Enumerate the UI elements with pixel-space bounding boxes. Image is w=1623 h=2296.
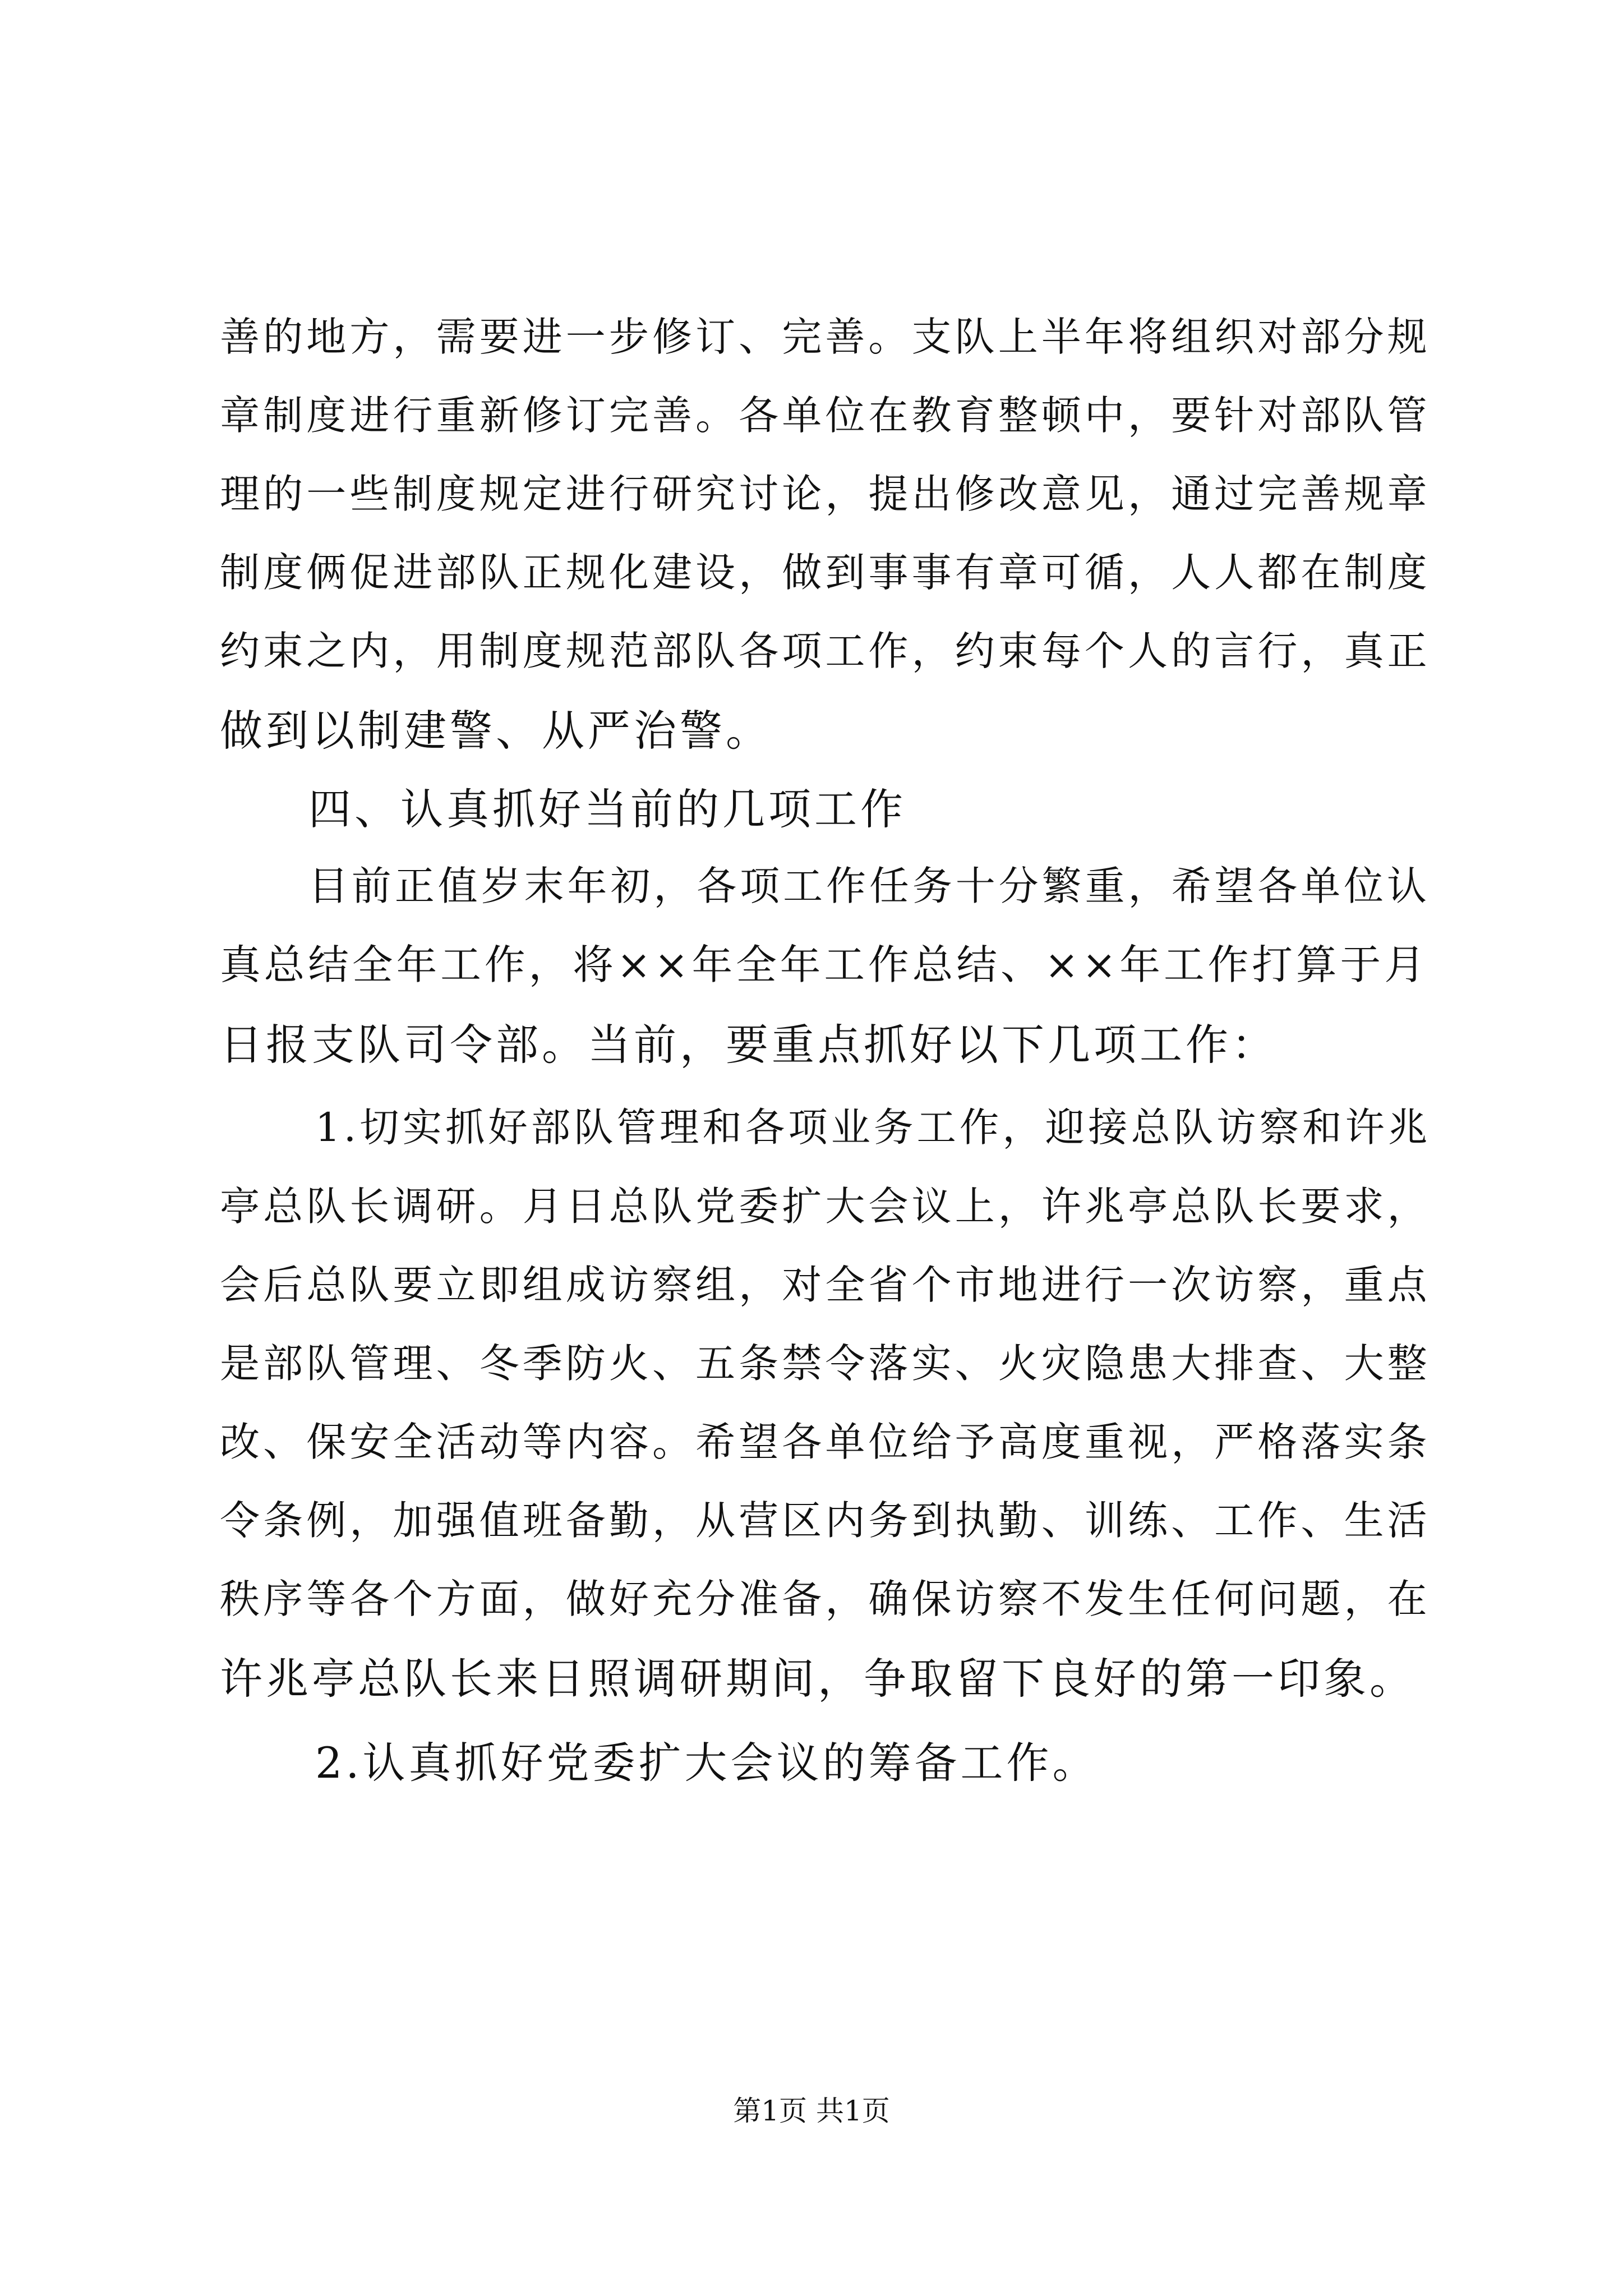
section-heading: 四、认真抓好当前的几项工作 <box>308 784 906 834</box>
page-footer: 第1页 共1页 <box>733 2095 890 2127</box>
paragraph-line-10: 日报支队司令部。当前，要重点抓好以下几项工作： <box>220 1020 1278 1070</box>
paragraph-line-4: 制度俩促进部队正规化建设，做到事事有章可循，人人都在制度 <box>220 549 1431 596</box>
paragraph-line-9: 真总结全年工作，将××年全年工作总结、××年工作打算于月 <box>220 942 1428 989</box>
paragraph-line-3: 理的一些制度规定进行研究讨论，提出修改意见，通过完善规章 <box>220 471 1431 517</box>
list-item-1-line-6: 令条例，加强值班备勤，从营区内务到执勤、训练、工作、生活 <box>220 1497 1431 1544</box>
list-item-1-line-1: 1.切实抓好部队管理和各项业务工作，迎接总队访察和许兆 <box>315 1105 1431 1151</box>
paragraph-line-8: 目前正值岁末年初，各项工作任务十分繁重，希望各单位认 <box>308 863 1430 909</box>
list-item-1-line-4: 是部队管理、冬季防火、五条禁令落实、火灾隐患大排查、大整 <box>220 1340 1431 1387</box>
list-item-1-line-3: 会后总队要立即组成访察组，对全省个市地进行一次访察，重点 <box>220 1262 1431 1308</box>
paragraph-line-2: 章制度进行重新修订完善。各单位在教育整顿中，要针对部队管 <box>220 392 1431 439</box>
list-item-1-line-2: 亭总队长调研。月日总队党委扩大会议上，许兆亭总队长要求， <box>220 1183 1431 1230</box>
list-item-1-line-5: 改、保安全活动等内容。希望各单位给予高度重视，严格落实条 <box>220 1419 1431 1465</box>
paragraph-line-5: 约束之内，用制度规范部队各项工作，约束每个人的言行，真正 <box>220 628 1431 674</box>
paragraph-line-6: 做到以制建警、从严治警。 <box>220 706 772 756</box>
paragraph-line-1: 善的地方，需要进一步修订、完善。支队上半年将组织对部分规 <box>220 314 1431 360</box>
list-item-1-line-7: 秩序等各个方面，做好充分准备，确保访察不发生任何问题，在 <box>220 1576 1431 1622</box>
list-item-1-line-8: 许兆亭总队长来日照调研期间，争取留下良好的第一印象。 <box>220 1654 1415 1704</box>
list-item-2: 2.认真抓好党委扩大会议的筹备工作。 <box>315 1738 1099 1788</box>
